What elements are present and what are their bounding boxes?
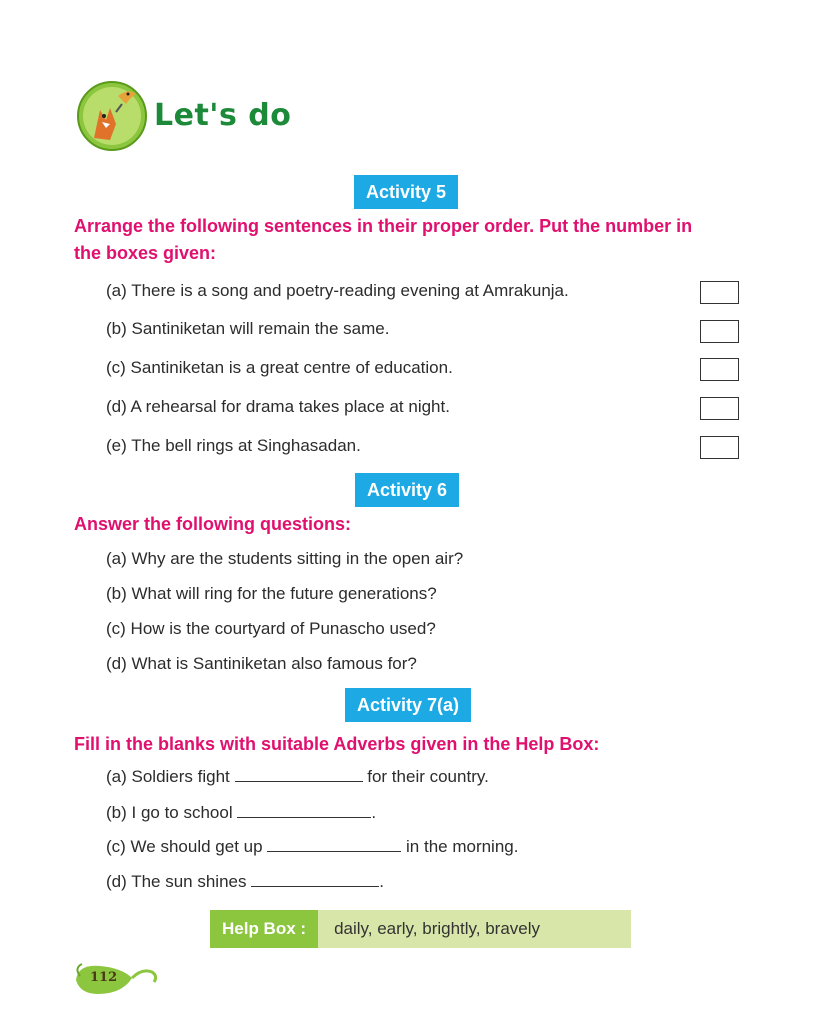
activity-6-badge: Activity 6: [355, 473, 459, 507]
help-box-label: Help Box :: [210, 910, 318, 948]
blank-line-b[interactable]: [237, 803, 371, 818]
activity-5-instruction: Arrange the following sentences in their proper order. Put the number in the boxes given:: [74, 216, 693, 263]
activity-6-item-b: (b) What will ring for the future generations?: [106, 584, 437, 603]
blank-line-d[interactable]: [251, 872, 379, 887]
fox-and-bird-mascot-icon: [76, 80, 148, 152]
help-box-words: daily, early, brightly, bravely: [318, 910, 631, 948]
activity-6-item-c: (c) How is the courtyard of Punascho used?: [106, 619, 436, 638]
page-number-badge: [70, 956, 162, 1000]
activity-6-item-a: (a) Why are the students sitting in the open air?: [106, 549, 464, 568]
answer-box-e[interactable]: [700, 436, 739, 459]
section-title: Let's do: [154, 98, 292, 133]
activity-6-instruction: Answer the following questions:: [74, 514, 352, 534]
fill-blank-item-c: (c) We should get up in the morning.: [106, 837, 519, 856]
activity-5-badge: Activity 5: [354, 175, 458, 209]
page-number: 112: [90, 970, 118, 985]
activity-5-item-d: (d) A rehearsal for drama takes place at night.: [106, 397, 450, 416]
activity-5-item-e: (e) The bell rings at Singhasadan.: [106, 436, 361, 455]
answer-box-d[interactable]: [700, 397, 739, 420]
fill-blank-item-d: (d) The sun shines .: [106, 872, 384, 891]
activity-5-item-b: (b) Santiniketan will remain the same.: [106, 319, 390, 338]
blank-line-c[interactable]: [267, 837, 401, 852]
fill-blank-item-a: (a) Soldiers fight for their country.: [106, 767, 489, 786]
activity-6-item-d: (d) What is Santiniketan also famous for?: [106, 654, 417, 673]
activity-7a-instruction: Fill in the blanks with suitable Adverbs given in the Help Box:: [74, 734, 600, 754]
blank-line-a[interactable]: [235, 767, 363, 782]
fill-blank-item-b: (b) I go to school .: [106, 803, 377, 822]
activity-7a-badge: Activity 7(a): [345, 688, 471, 722]
help-box: [210, 910, 631, 948]
activity-5-item-c: (c) Santiniketan is a great centre of education.: [106, 358, 453, 377]
answer-box-b[interactable]: [700, 320, 739, 343]
activity-5-item-a: (a) There is a song and poetry-reading evening at Amrakunja.: [106, 281, 569, 300]
answer-box-a[interactable]: [700, 281, 739, 304]
answer-box-c[interactable]: [700, 358, 739, 381]
